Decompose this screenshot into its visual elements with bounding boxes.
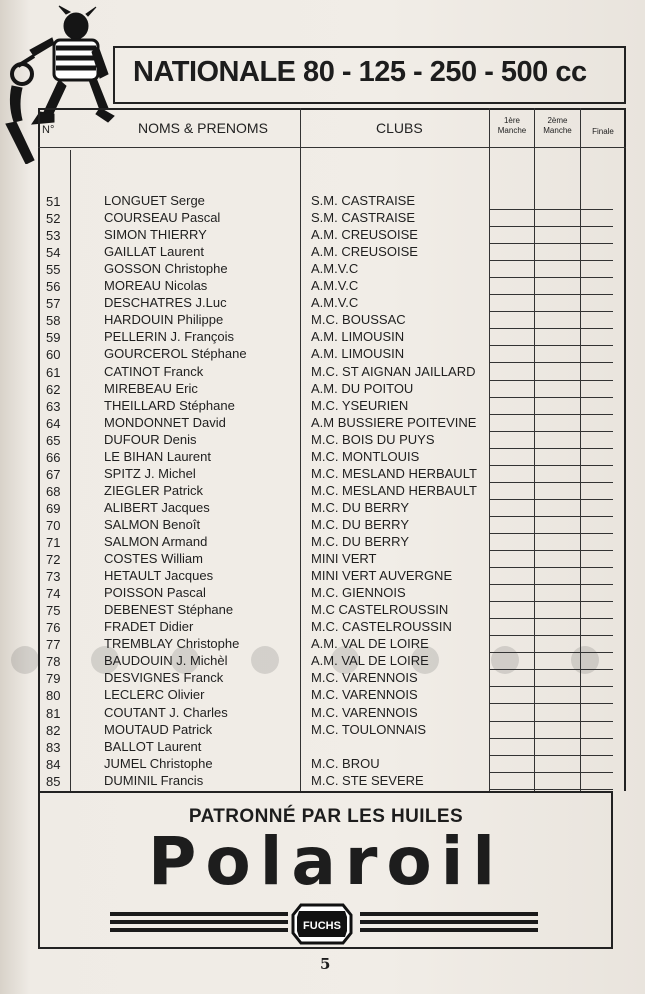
stripe-left-1 <box>110 912 288 916</box>
entry-number: 76 <box>46 620 61 635</box>
score-cell-rule <box>489 584 613 585</box>
score-cell-rule <box>489 380 613 381</box>
entry-club: M.C. YSEURIEN <box>311 398 409 413</box>
entry-name: DUFOUR Denis <box>104 432 197 447</box>
score-cell-rule <box>489 652 613 653</box>
header-manche1-top: 1ère <box>503 116 520 125</box>
entry-name: MOREAU Nicolas <box>104 278 208 293</box>
score-cell-rule <box>489 328 613 329</box>
entry-club: M.C. CASTELROUSSIN <box>311 619 452 634</box>
stripe-right-2 <box>360 920 538 924</box>
entry-club: A.M. VAL DE LOIRE <box>311 653 429 668</box>
sponsor-brand: Polaroil <box>147 823 504 900</box>
entry-name: GOSSON Christophe <box>104 261 228 276</box>
stripe-left-2 <box>110 920 288 924</box>
entry-number: 80 <box>46 688 61 703</box>
score-cell-rule <box>489 669 613 670</box>
entry-name: JUMEL Christophe <box>104 756 213 771</box>
header-manche1-bottom: Manche <box>497 126 527 135</box>
entry-club: A.M. LIMOUSIN <box>311 329 405 344</box>
score-cell-rule <box>489 277 613 278</box>
entry-club: MINI VERT <box>311 551 377 566</box>
score-cell-rule <box>489 465 613 466</box>
entry-name: MOUTAUD Patrick <box>104 722 213 737</box>
score-cell-rule <box>489 260 613 261</box>
entry-number: 65 <box>46 433 61 448</box>
score-cell-rule <box>489 294 613 295</box>
entry-number: 85 <box>46 774 61 789</box>
entry-club: M.C CASTELROUSSIN <box>311 602 449 617</box>
entry-name: CATINOT Franck <box>104 364 204 379</box>
entry-club: M.C. DU BERRY <box>311 500 409 515</box>
entry-name: SALMON Armand <box>104 534 208 549</box>
entry-name: ALIBERT Jacques <box>104 500 210 515</box>
entry-number: 56 <box>46 279 61 294</box>
entry-name: LONGUET Serge <box>104 193 205 208</box>
score-cell-rule <box>489 414 613 415</box>
entry-club: M.C. VARENNOIS <box>311 705 418 720</box>
entry-number: 70 <box>46 518 61 533</box>
score-cell-rule <box>489 431 613 432</box>
entry-number: 62 <box>46 382 61 397</box>
entry-number: 69 <box>46 501 61 516</box>
score-cell-rule <box>489 243 613 244</box>
column-rule-manche1 <box>489 108 490 791</box>
score-cell-rule <box>489 482 613 483</box>
header-number: N° <box>42 124 55 136</box>
entry-number: 53 <box>46 228 61 243</box>
entry-club: M.C. VARENNOIS <box>311 670 418 685</box>
column-rule-number <box>70 150 71 791</box>
column-rule-finale <box>580 108 581 791</box>
entry-name: ZIEGLER Patrick <box>104 483 203 498</box>
entry-number: 79 <box>46 671 61 686</box>
entry-number: 64 <box>46 416 61 431</box>
entry-name: HETAULT Jacques <box>104 568 214 583</box>
entry-club: A.M. CREUSOISE <box>311 244 418 259</box>
entry-club: M.C. TOULONNAIS <box>311 722 427 737</box>
entry-club: M.C. BROU <box>311 756 380 771</box>
entry-name: GOURCEROL Stéphane <box>104 346 247 361</box>
entry-name: TREMBLAY Christophe <box>104 636 240 651</box>
stripe-left-3 <box>110 928 288 932</box>
score-cell-rule <box>489 311 613 312</box>
entry-name: LECLERC Olivier <box>104 687 205 702</box>
column-rule-clubs <box>300 108 301 791</box>
score-cell-rule <box>489 516 613 517</box>
entry-club: M.C. DU BERRY <box>311 534 409 549</box>
fuchs-logo-text: FUCHS <box>303 920 341 932</box>
entry-number: 73 <box>46 569 61 584</box>
header-finale: Finale <box>592 127 614 136</box>
page-number: 5 <box>320 955 331 973</box>
score-cell-rule <box>489 533 613 534</box>
entry-number: 60 <box>46 347 61 362</box>
entry-club: A.M.V.C <box>311 278 359 293</box>
entry-name: PELLERIN J. François <box>104 329 235 344</box>
fuchs-logo <box>291 903 353 945</box>
entry-club: A.M. CREUSOISE <box>311 227 418 242</box>
entry-name: COUTANT J. Charles <box>104 705 228 720</box>
entry-number: 63 <box>46 399 61 414</box>
score-cell-rule <box>489 226 613 227</box>
entry-number: 58 <box>46 313 61 328</box>
entry-number: 51 <box>46 194 61 209</box>
entry-number: 78 <box>46 654 61 669</box>
score-cell-rule <box>489 209 613 210</box>
entry-name: DESCHATRES J.Luc <box>104 295 227 310</box>
header-manche2-top: 2ème <box>547 116 568 125</box>
entry-club: M.C. MESLAND HERBAULT <box>311 466 477 481</box>
entry-name: BALLOT Laurent <box>104 739 202 754</box>
entry-name: GAILLAT Laurent <box>104 244 204 259</box>
score-cell-rule <box>489 345 613 346</box>
entry-number: 74 <box>46 586 61 601</box>
score-cell-rule <box>489 755 613 756</box>
entry-number: 72 <box>46 552 61 567</box>
entry-club: A.M. VAL DE LOIRE <box>311 636 429 651</box>
entry-name: SALMON Benoît <box>104 517 201 532</box>
entry-club: M.C. MONTLOUIS <box>311 449 420 464</box>
header-manche2 <box>536 116 579 136</box>
entry-number: 68 <box>46 484 61 499</box>
entry-name: DESVIGNES Franck <box>104 670 224 685</box>
entry-number: 81 <box>46 706 61 721</box>
entry-name: THEILLARD Stéphane <box>104 398 235 413</box>
entry-name: FRADET Didier <box>104 619 194 634</box>
score-cell-rule <box>489 567 613 568</box>
entry-club: A.M. LIMOUSIN <box>311 346 405 361</box>
entry-name: DEBENEST Stéphane <box>104 602 234 617</box>
entry-club: M.C. STE SEVERE <box>311 773 424 788</box>
entry-number: 55 <box>46 262 61 277</box>
entry-name: COURSEAU Pascal <box>104 210 221 225</box>
entry-club: M.C. VARENNOIS <box>311 687 418 702</box>
score-cell-rule <box>489 686 613 687</box>
header-manche1 <box>491 116 533 136</box>
entry-name: COSTES William <box>104 551 203 566</box>
header-names: NOMS & PRENOMS <box>138 120 268 136</box>
page-title: NATIONALE 80 - 125 - 250 - 500 cc <box>133 56 587 88</box>
sponsor-line: PATRONNÉ PAR LES HUILES <box>188 806 464 827</box>
entry-number: 61 <box>46 365 61 380</box>
entry-club: M.C. BOUSSAC <box>311 312 406 327</box>
entry-number: 77 <box>46 637 61 652</box>
entry-name: MIREBEAU Eric <box>104 381 198 396</box>
entry-club: S.M. CASTRAISE <box>311 193 416 208</box>
entry-club: MINI VERT AUVERGNE <box>311 568 453 583</box>
entry-name: BAUDOUIN J. Michèl <box>104 653 228 668</box>
score-cell-rule <box>489 448 613 449</box>
entry-number: 59 <box>46 330 61 345</box>
entry-name: POISSON Pascal <box>104 585 206 600</box>
entry-club: M.C. MESLAND HERBAULT <box>311 483 477 498</box>
column-rule-manche2 <box>534 108 535 791</box>
entry-number: 67 <box>46 467 61 482</box>
score-cell-rule <box>489 362 613 363</box>
score-cell-rule <box>489 635 613 636</box>
score-cell-rule <box>489 397 613 398</box>
entry-club: A.M.V.C <box>311 261 359 276</box>
entry-number: 66 <box>46 450 61 465</box>
score-cell-rule <box>489 601 613 602</box>
entry-number: 54 <box>46 245 61 260</box>
entry-number: 71 <box>46 535 61 550</box>
header-rule <box>38 147 626 148</box>
entry-club: M.C. GIENNOIS <box>311 585 406 600</box>
entry-name: SPITZ J. Michel <box>104 466 196 481</box>
entry-club: A.M. DU POITOU <box>311 381 414 396</box>
entry-number: 83 <box>46 740 61 755</box>
entry-name: LE BIHAN Laurent <box>104 449 211 464</box>
entry-name: DUMINIL Francis <box>104 773 204 788</box>
entry-club: M.C. ST AIGNAN JAILLARD <box>311 364 476 379</box>
entry-number: 52 <box>46 211 61 226</box>
entry-club: A.M.V.C <box>311 295 359 310</box>
entry-number: 82 <box>46 723 61 738</box>
entry-number: 84 <box>46 757 61 772</box>
score-cell-rule <box>489 499 613 500</box>
entry-club: M.C. BOIS DU PUYS <box>311 432 435 447</box>
score-cell-rule <box>489 721 613 722</box>
header-manche2-bottom: Manche <box>543 126 572 135</box>
entry-name: HARDOUIN Philippe <box>104 312 224 327</box>
stripe-right-1 <box>360 912 538 916</box>
stripe-right-3 <box>360 928 538 932</box>
score-cell-rule <box>489 772 613 773</box>
entry-number: 57 <box>46 296 61 311</box>
header-clubs: CLUBS <box>376 120 423 136</box>
entry-club: S.M. CASTRAISE <box>311 210 416 225</box>
entry-name: MONDONNET David <box>104 415 226 430</box>
score-cell-rule <box>489 703 613 704</box>
entry-number: 75 <box>46 603 61 618</box>
entry-club: A.M BUSSIERE POITEVINE <box>311 415 477 430</box>
score-cell-rule <box>489 550 613 551</box>
score-cell-rule <box>489 618 613 619</box>
score-cell-rule <box>489 738 613 739</box>
entry-name: SIMON THIERRY <box>104 227 207 242</box>
entry-club: M.C. DU BERRY <box>311 517 409 532</box>
